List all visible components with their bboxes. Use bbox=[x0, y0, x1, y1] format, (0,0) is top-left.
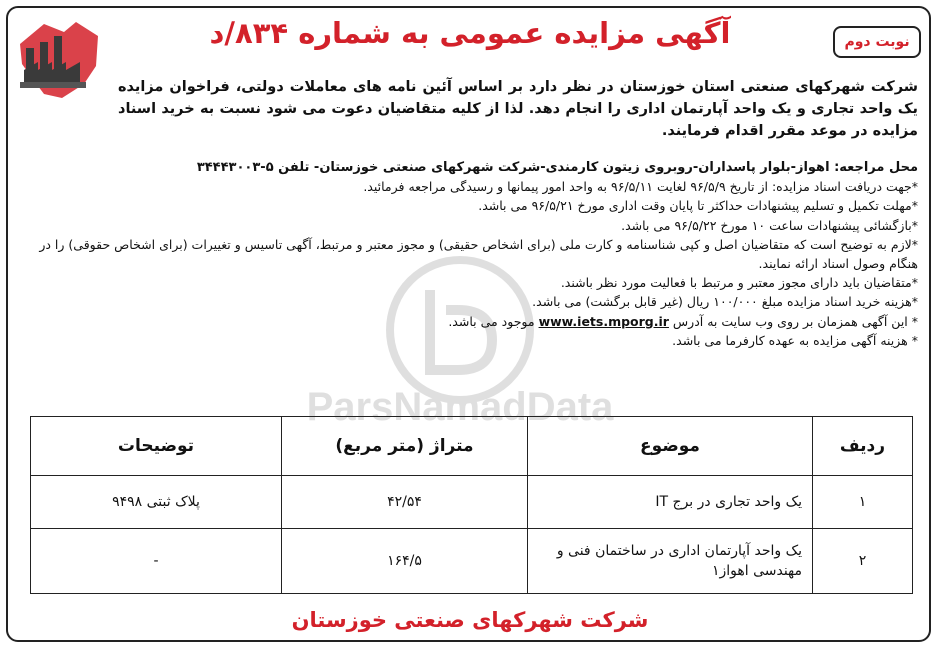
notice-title: آگهی مزایده عمومی به شماره ۸۳۴/د bbox=[209, 16, 731, 50]
list-item-document-dates: *جهت دریافت اسناد مزایده: از تاریخ ۹۶/۵/۹ لغایت ۹۶/۵/۱۱ به واحد امور پیمانها و رسیدگی مراجعه فرمائید. bbox=[363, 179, 918, 195]
cell-row-number: ۱ bbox=[813, 476, 913, 529]
contact-text: اهواز-بلوار پاسداران-روبروی زیتون کارمندی-شرکت شهرکهای صنعتی خوزستان- تلفن ۵-۳۴۴۴۳۰۰۳ bbox=[196, 160, 835, 175]
list-item-website bbox=[16, 312, 918, 331]
header-subject: موضوع bbox=[528, 417, 813, 476]
contact-label: محل مراجعه: bbox=[834, 160, 918, 175]
intro-paragraph: شرکت شهرکهای صنعتی استان خوزستان در نظر دارد بر اساس آئین نامه های معاملات دولتی، فراخوان مزایده یک واحد تجاری و یک واحد آپارتمان اداری را انجام دهد. لذا از کلیه متقاضیان دعوت می شود نسبت به خرید اسناد مزایده در موعد مقرر اقدام فرمایند. bbox=[118, 79, 918, 139]
notice-items-list bbox=[16, 158, 918, 350]
table-header-row bbox=[31, 417, 913, 476]
list-item-license-requirement: *متقاضیان باید دارای مجوز معتبر و مرتبط با فعالیت مورد نظر باشند. bbox=[560, 275, 918, 291]
table-row bbox=[31, 476, 913, 529]
list-item-submission-deadline: *مهلت تکمیل و تسلیم پیشنهادات حداکثر تا پایان وقت اداری مورخ ۹۶/۵/۲۱ می باشد. bbox=[478, 198, 918, 214]
header-area: متراژ (متر مربع) bbox=[282, 417, 528, 476]
list-item-required-documents: *لازم به توضیح است که متقاضیان اصل و کپی شناسنامه و کارت ملی (برای اشخاص حقیقی) و مجوز معتبر و مرتبط، آگهی تاسیس و تغییرات (برای اشخاص حقوقی) را در هنگام وصول اسناد ارائه نمایند. bbox=[39, 236, 918, 272]
cell-area: ۴۲/۵۴ bbox=[282, 476, 528, 529]
list-item-ad-cost: * هزینه آگهی مزایده به عهده کارفرما می باشد. bbox=[672, 332, 918, 348]
cell-row-number: ۲ bbox=[813, 529, 913, 594]
cell-subject: یک واحد تجاری در برج IT bbox=[528, 476, 813, 529]
watermark-text: ParsNamadData bbox=[306, 385, 614, 429]
second-round-badge: نوبت دوم bbox=[833, 26, 921, 58]
company-logo-icon bbox=[14, 14, 106, 106]
header-description: توضیحات bbox=[31, 417, 282, 476]
contact-line bbox=[16, 158, 918, 177]
cell-description: - bbox=[31, 529, 282, 594]
cell-area: ۱۶۴/۵ bbox=[282, 529, 528, 594]
cell-subject: یک واحد آپارتمان اداری در ساختمان فنی و مهندسی اهواز۱ bbox=[528, 529, 813, 594]
website-text-before: * این آگهی همزمان بر روی وب سایت به آدرس bbox=[668, 313, 918, 329]
cell-description: پلاک ثبتی ۹۴۹۸ bbox=[31, 476, 282, 529]
website-text-after: موجود می باشد. bbox=[448, 313, 539, 329]
list-item-document-fee: *هزینه خرید اسناد مزایده مبلغ ۱۰۰/۰۰۰ ریال (غیر قابل برگشت) می باشد. bbox=[532, 294, 918, 310]
website-link[interactable]: www.iets.mporg.ir bbox=[538, 313, 669, 329]
header-row-number: ردیف bbox=[813, 417, 913, 476]
list-item-opening-time: *بازگشائی پیشنهادات ساعت ۱۰ مورخ ۹۶/۵/۲۲ می باشد. bbox=[621, 217, 918, 233]
auction-items-table bbox=[30, 416, 913, 594]
table-row bbox=[31, 529, 913, 594]
company-signature: شرکت شهرکهای صنعتی خوزستان bbox=[291, 608, 649, 632]
